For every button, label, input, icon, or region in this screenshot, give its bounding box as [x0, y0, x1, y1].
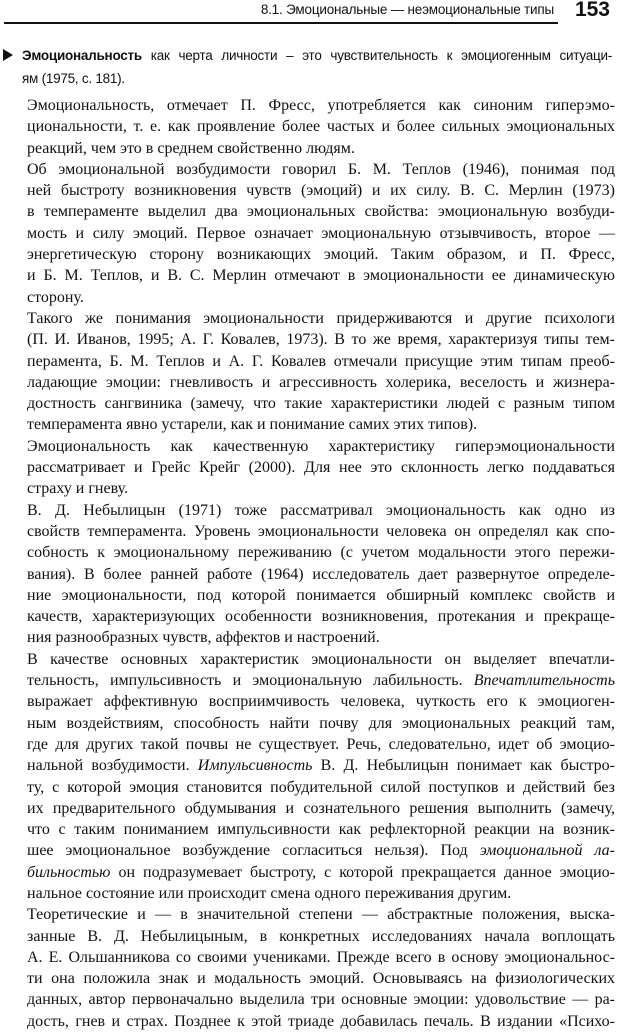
- text-line: Эмоциональность как качественную характеристику гиперэмоциональности: [27, 437, 615, 455]
- definition-line: как черта личности – это чувствительность к эмоциогенным ситуаци-: [150, 48, 612, 63]
- italic-term: Импульсивность: [197, 757, 313, 775]
- section-title: 8.1. Эмоциональные — неэмоциональные типы: [260, 2, 554, 17]
- text-line: [5, 755, 615, 776]
- text-segment: тельность, импульсивность и эмоциональную лабильность.: [27, 672, 474, 690]
- text-line: В качестве основных характеристик эмоциональности он выделяет впечатли-: [27, 650, 615, 668]
- text-line: мость и силу эмоций. Первое означает эмоциональную отзывчивость, второе —: [27, 224, 615, 242]
- text-line: ти она положила знак и модальность эмоций. Основываясь на физиологических: [27, 970, 615, 988]
- text-line: где для других такой почвы не существует. Речь, следовательно, идет об эмоцио-: [27, 735, 615, 753]
- text-line: выражает аффективную восприимчивость человека, чуткость его к эмоциоген-: [27, 693, 615, 711]
- text-line: А. Е. Ольшанникова со своими учениками. Прежде всего в основу эмоциональнос-: [27, 948, 615, 966]
- text-line: Об эмоциональной возбудимости говорил Б. М. Теплов (1946), понимая под: [27, 160, 615, 178]
- header-rule: [4, 22, 558, 24]
- text-line: ние эмоциональности, под которой понимается обширный комплекс свойств и: [27, 586, 615, 604]
- text-line: сторону.: [27, 288, 84, 306]
- text-line: [5, 862, 615, 883]
- text-line: перамента, Б. М. Теплов и А. Г. Ковалев отмечали присущие этим типам преоб-: [27, 352, 615, 370]
- text-line: ладающие эмоции: гневливость и агрессивность холерика, веселость и жизнера-: [27, 373, 615, 391]
- definition-text: [22, 44, 612, 90]
- text-segment: нальной возбудимости.: [27, 757, 198, 775]
- text-line: В. Д. Небылицын (1971) тоже рассматривал эмоциональность как одно из: [27, 501, 615, 519]
- text-line: рассматривает и Грейс Крейг (2000). Для нее это склонность легко поддаваться: [27, 459, 615, 477]
- paragraph: [5, 308, 615, 436]
- text-line: достность сангвиника (замечу, что такие характеристики людей с разным типом: [27, 395, 615, 413]
- text-line: энергетическую сторону возникающих эмоций. Таким образом, и П. Фресс,: [27, 246, 615, 264]
- paragraph: [5, 500, 615, 649]
- text-segment: он подразумевает быстроту, с которой прекращается данное эмоцио-: [110, 863, 615, 881]
- text-line: вания). В более ранней работе (1964) исследователь дает развернутое определе-: [27, 565, 615, 583]
- definition-block: [22, 44, 612, 90]
- text-line: Теоретические и — в значительной степени — абстрактные положения, выска-: [27, 906, 615, 924]
- paragraph: [5, 95, 615, 159]
- text-line: Эмоциональность, отмечает П. Фресс, употребляется как синоним гиперэмо-: [27, 97, 615, 114]
- text-line: [5, 670, 615, 691]
- paragraph: [5, 159, 615, 308]
- paragraph: [5, 649, 615, 905]
- text-line: занные В. Д. Небылицыным, в конкретных исследованиях начала воплощать: [27, 927, 615, 945]
- text-line: нальное состояние или происходит смена одного переживания другим.: [27, 884, 512, 902]
- text-line: их предварительного обдумывания и сознательного решения выполнить (замечу,: [27, 799, 615, 817]
- triangle-bullet-icon: [3, 49, 13, 61]
- text-line: реакций, чем это в среднем свойственно людям.: [27, 139, 355, 157]
- text-line: что с таким пониманием импульсивности как рефлекторной реакции на возник-: [27, 821, 615, 839]
- text-line: [5, 840, 615, 861]
- text-line: темперамента явно устарели, как и понимание самих этих типов).: [27, 416, 478, 434]
- text-line: (П. И. Иванов, 1995; А. Г. Ковалев, 1973). В то же время, характеризуя типы тем-: [27, 331, 615, 349]
- text-line: качеств, характеризующих особенности возникновения, протекания и прекраще-: [27, 608, 615, 626]
- text-line: ту, с которой эмоция становится побудительной силой поступков и действий без: [27, 778, 615, 796]
- text-line: циональности, т. е. как проявление более частых и более сильных эмоциональных: [27, 118, 615, 136]
- text-line: ней быстроту возникновения чувств (эмоций) и их силу. В. С. Мерлин (1973): [27, 182, 615, 200]
- text-line: страху и гневу.: [27, 480, 128, 498]
- italic-term: эмоциональной ла-: [479, 842, 615, 860]
- body-text: [5, 95, 615, 1032]
- text-line: Такого же понимания эмоциональности придерживаются и другие психологи: [27, 309, 615, 327]
- text-line: данных, автор первоначально выделила три основные эмоции: удовольствие — ра-: [27, 991, 615, 1009]
- paragraph: [5, 436, 615, 500]
- text-line: свойств темперамента. Уровень эмоциональности человека он определял как спо-: [27, 522, 615, 540]
- text-segment: В. Д. Небылицын понимает как быстро-: [312, 757, 615, 775]
- text-line: собность к эмоциональному переживанию (с учетом модальности этого пережи-: [27, 544, 615, 562]
- italic-term: бильностью: [27, 863, 111, 881]
- definition-line: ям (1975, с. 181).: [22, 71, 125, 86]
- definition-term: Эмоциональность: [22, 48, 142, 63]
- page-number: 153: [574, 0, 610, 21]
- text-line: в темпераменте выделил два эмоциональных свойства: эмоциональную возбуди-: [27, 203, 615, 221]
- text-segment: шее эмоциональное возбуждение согласиться нельзя). Под: [27, 842, 480, 860]
- text-line: дость, гнев и страх. Позднее к этой триаде добавилась печаль. В издании «Психо-: [27, 1012, 615, 1030]
- text-line: ния разнообразных чувств, аффектов и настроений.: [27, 629, 380, 647]
- text-line: ным воздействиям, способность найти почву для эмоциональных реакций там,: [27, 714, 615, 732]
- paragraph: [5, 904, 615, 1032]
- italic-term: Впечатлительность: [473, 672, 615, 690]
- text-line: и Б. М. Теплов, и В. С. Мерлин отмечают в эмоциональности ее динамическую: [27, 267, 615, 285]
- running-header: [4, 0, 612, 24]
